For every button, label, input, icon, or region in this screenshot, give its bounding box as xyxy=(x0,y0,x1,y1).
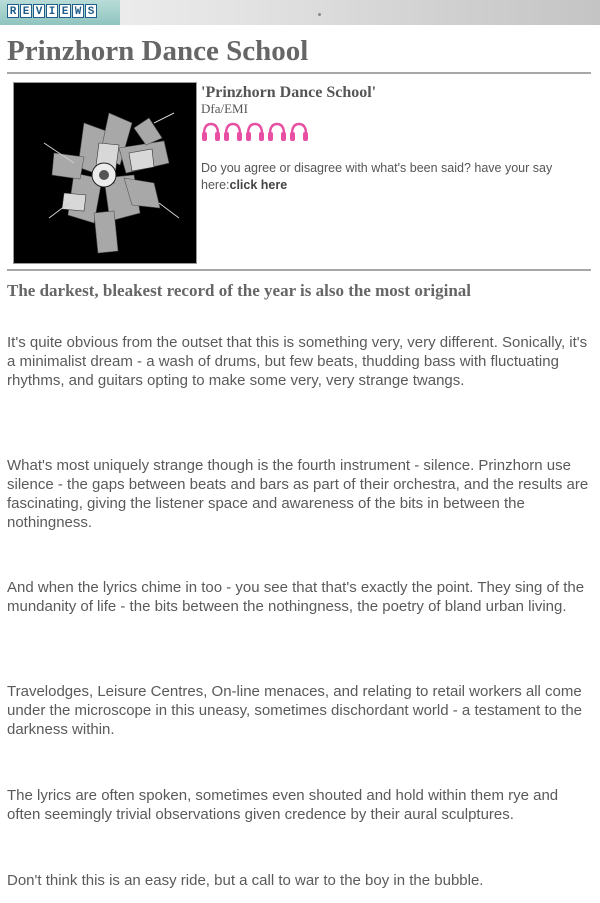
reviews-logo xyxy=(7,4,120,18)
headphones-icon xyxy=(267,121,287,143)
album-title: 'Prinzhorn Dance School' xyxy=(201,84,377,101)
page-title: Prinzhorn Dance School xyxy=(7,35,309,67)
divider xyxy=(7,269,591,271)
record-label: Dfa/EMI xyxy=(201,101,248,116)
reviews-logo-letter: I xyxy=(46,4,58,18)
reviews-logo-letter: E xyxy=(59,4,71,18)
rating xyxy=(201,121,309,143)
review-paragraph: Travelodges, Leisure Centres, On-line menaces, and relating to retail workers all come under the microscope in this uneasy, sometimes dischordant world - a testament to the darkness within. xyxy=(7,683,583,738)
feedback-prompt-text: Do you agree or disagree with what's been said? have your say here: xyxy=(201,161,553,192)
review-paragraph: And when the lyrics chime in too - you see that that's exactly the point. They sing of the mundanity of life - the bits between the nothingness, the poetry of bland urban living. xyxy=(7,579,585,615)
headphones-icon xyxy=(201,121,221,143)
feedback-prompt xyxy=(201,160,591,194)
review-paragraph: Don't think this is an easy ride, but a call to war to the boy in the bubble. xyxy=(7,872,484,889)
review-paragraph: It's quite obvious from the outset that this is something very, very different. Sonically, it's a minimalist dream - a wash of drums, but few beats, thudding bass with fluctuating rhythms, and guitars opting to make some very, very strange twangs. xyxy=(7,334,588,389)
review-paragraph: The lyrics are often spoken, sometimes even shouted and hold within them rye and often seemingly trivial observations given credence by their aural sculptures. xyxy=(7,787,559,823)
click-here-link[interactable]: click here xyxy=(229,178,288,192)
headphones-icon xyxy=(245,121,265,143)
reviews-section-tab[interactable] xyxy=(0,0,120,25)
divider xyxy=(7,72,591,74)
review-headline: The darkest, bleakest record of the year is also the most original xyxy=(7,281,471,300)
reviews-logo-letter: R xyxy=(7,4,19,18)
header-dot xyxy=(318,13,321,16)
reviews-logo-letter: W xyxy=(72,4,84,18)
album-cover-art xyxy=(14,83,196,263)
reviews-logo-letter: V xyxy=(33,4,45,18)
top-bar xyxy=(0,0,600,25)
headphones-icon xyxy=(289,121,309,143)
reviews-logo-letter: E xyxy=(20,4,32,18)
reviews-logo-letter: S xyxy=(85,4,97,18)
review-paragraph: What's most uniquely strange though is the fourth instrument - silence. Prinzhorn use silence - the gaps between beats and bars as part of their orchestra, and the results are fascinating, giving the listener space and awareness of the bits in between the nothingness. xyxy=(7,457,589,531)
album-cover-image xyxy=(13,82,197,264)
headphones-icon xyxy=(223,121,243,143)
